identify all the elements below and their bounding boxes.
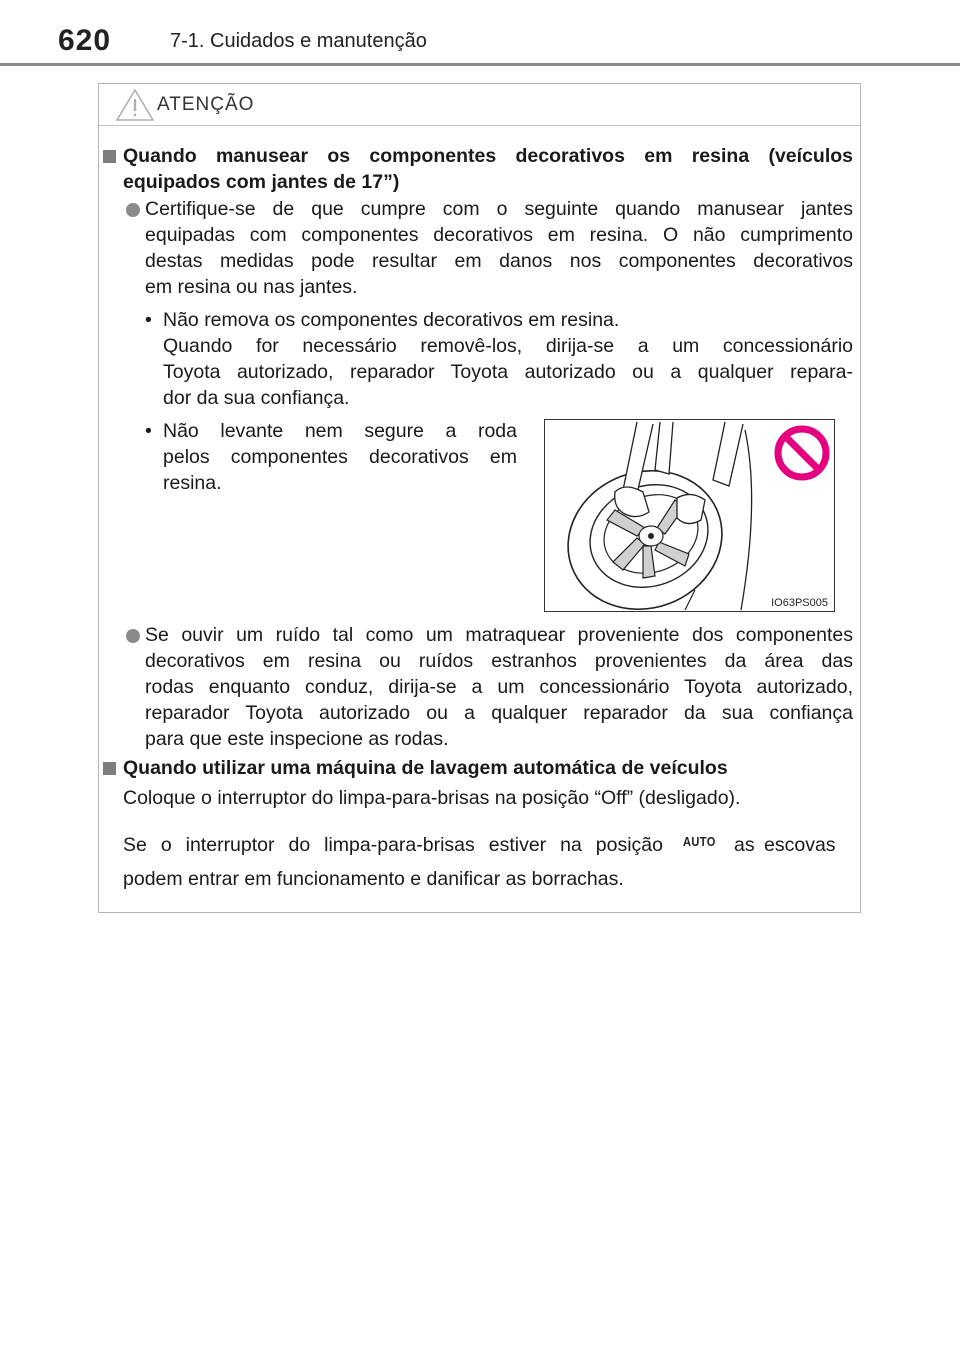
item1-line: Certifique-se de que cumpre com o seguinte quando manusear jantes [145,198,853,220]
header-rule [0,63,960,66]
page-number: 620 [58,24,112,57]
item2-line: rodas enquanto conduz, dirija-se a um concessionário Toyota autorizado, [145,676,853,698]
item1-line: equipadas com componentes decorativos em resina. O não cumprimento [145,224,853,246]
section2-line: Se o interruptor do limpa-para-brisas estiver na posição [123,834,663,856]
section2-line: podem entrar em funcionamento e danificar as borrachas. [123,868,624,890]
bullet1-line: Não remova os componentes decorativos em resina. [163,309,620,331]
figure-code: IO63PS005 [771,597,828,609]
item1-line: destas medidas pode resultar em danos nos componentes decorativos [145,250,853,272]
wheel-hands-drawing [545,420,834,611]
section1-heading-line: Quando manusear os componentes decorativos em resina (veículos [123,145,853,167]
item2-line: reparador Toyota autorizado ou a qualquer reparador da sua confiança [145,702,853,724]
section-bullet-square [103,150,116,163]
item-bullet-dot [126,629,140,643]
warning-header [99,84,860,126]
wheel-handling-illustration [544,419,835,612]
item2-line: decorativos em resina ou ruídos estranhos provenientes da área das [145,650,853,672]
bullet2-line: pelos componentes decorativos em [163,446,517,468]
bullet1-line: Toyota autorizado, reparador Toyota autorizado ou a qualquer repara- [163,361,853,383]
bullet-marker: • [145,420,152,442]
bullet-marker: • [145,309,152,331]
bullet1-line: dor da sua confiança. [163,387,350,409]
section2-line: Coloque o interruptor do limpa-para-brisas na posição “Off” (desligado). [123,787,741,809]
item-bullet-dot [126,203,140,217]
section2-line: as escovas [734,834,836,856]
bullet2-line: Não levante nem segure a roda [163,420,517,442]
section2-heading: Quando utilizar uma máquina de lavagem automática de veículos [123,757,728,779]
prohibition-sign-icon [778,429,826,477]
page-header [0,0,960,70]
bullet2-line: resina. [163,472,222,494]
section-title: 7-1. Cuidados e manutenção [170,30,427,52]
item2-line: Se ouvir um ruído tal como um matraquear proveniente dos componentes [145,624,853,646]
section1-heading-line: equipados com jantes de 17”) [123,171,400,193]
section-bullet-square [103,762,116,775]
warning-title: ATENÇÃO [157,94,255,115]
wiper-auto-symbol: AUTO [683,834,716,849]
bullet1-line: Quando for necessário removê-los, dirija-se a um concessionário [163,335,853,357]
item1-line: em resina ou nas jantes. [145,276,358,298]
warning-triangle-icon [115,88,155,122]
item2-line: para que este inspecione as rodas. [145,728,449,750]
